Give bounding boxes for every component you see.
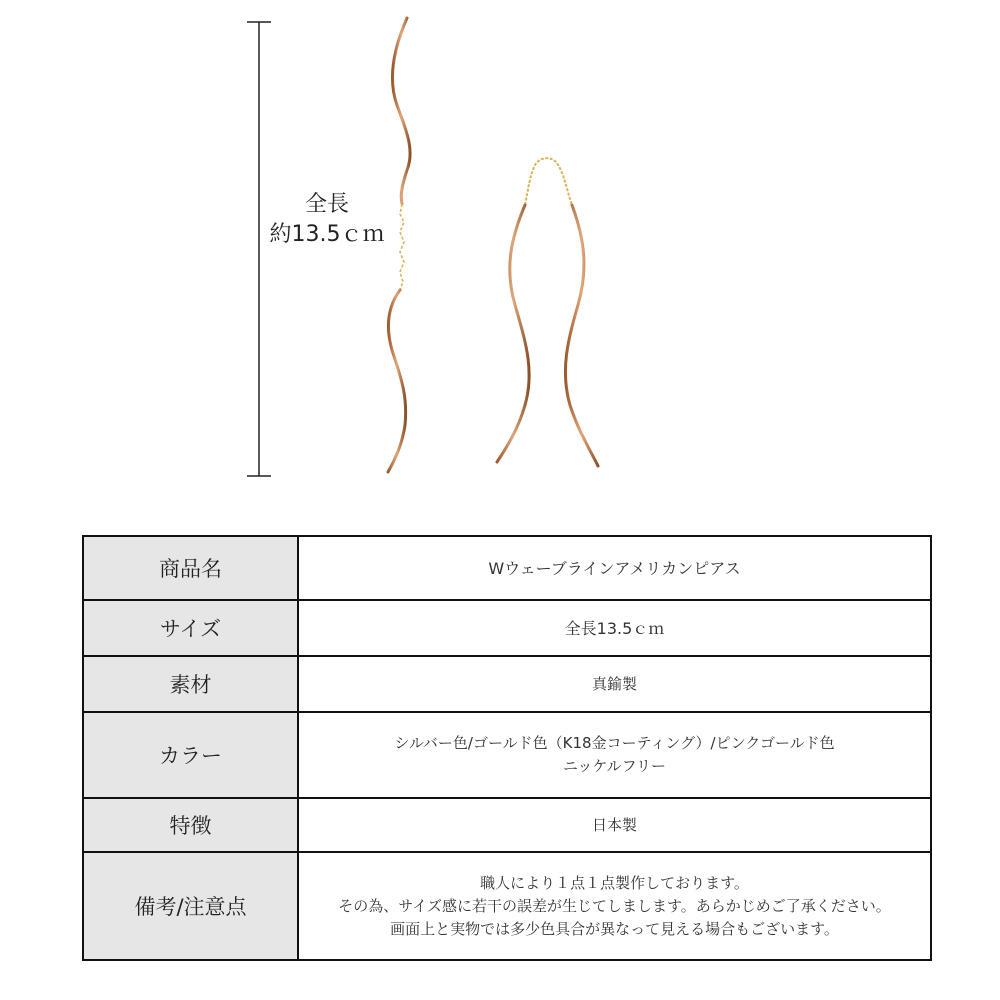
spec-row-product-name xyxy=(83,536,931,600)
spec-key: サイズ xyxy=(83,600,298,656)
spec-value xyxy=(298,712,931,798)
spec-value-line: 職人により１点１点製作しております。 xyxy=(480,873,749,892)
spec-key: 特徴 xyxy=(83,798,298,852)
spec-row-size xyxy=(83,600,931,656)
spec-value-line: 日本製 xyxy=(591,815,637,834)
length-label-value: 約13.5ｃｍ xyxy=(269,222,385,247)
spec-value-line: 全長13.5ｃｍ xyxy=(564,618,665,638)
length-label xyxy=(262,190,392,250)
spec-value-line: ニッケルフリー xyxy=(562,757,667,775)
spec-value-line: シルバー色/ゴールド色（K18金コーティング）/ピンクゴールド色 xyxy=(394,734,835,752)
spec-value xyxy=(298,852,931,960)
spec-value xyxy=(298,656,931,712)
spec-key: 備考/注意点 xyxy=(83,852,298,960)
spec-value xyxy=(298,600,931,656)
spec-row-feature xyxy=(83,798,931,852)
spec-row-notes xyxy=(83,852,931,960)
spec-value xyxy=(298,798,931,852)
spec-value-line: その為、サイズ感に若干の誤差が生じてしまします。あらかじめご了承ください。 xyxy=(338,896,891,915)
spec-key: カラー xyxy=(83,712,298,798)
spec-value-line: 画面上と実物では多少色具合が異なって見える場合もございます。 xyxy=(390,919,839,938)
spec-table xyxy=(82,535,932,961)
spec-value-line: 真鍮製 xyxy=(591,674,637,693)
spec-value xyxy=(298,536,931,600)
spec-row-material xyxy=(83,656,931,712)
spec-key: 商品名 xyxy=(83,536,298,600)
spec-key: 素材 xyxy=(83,656,298,712)
spec-row-color xyxy=(83,712,931,798)
earring-hanging xyxy=(497,158,598,466)
length-label-title: 全長 xyxy=(304,192,349,217)
spec-value-line: Wウェーブラインアメリカンピアス xyxy=(488,558,741,578)
